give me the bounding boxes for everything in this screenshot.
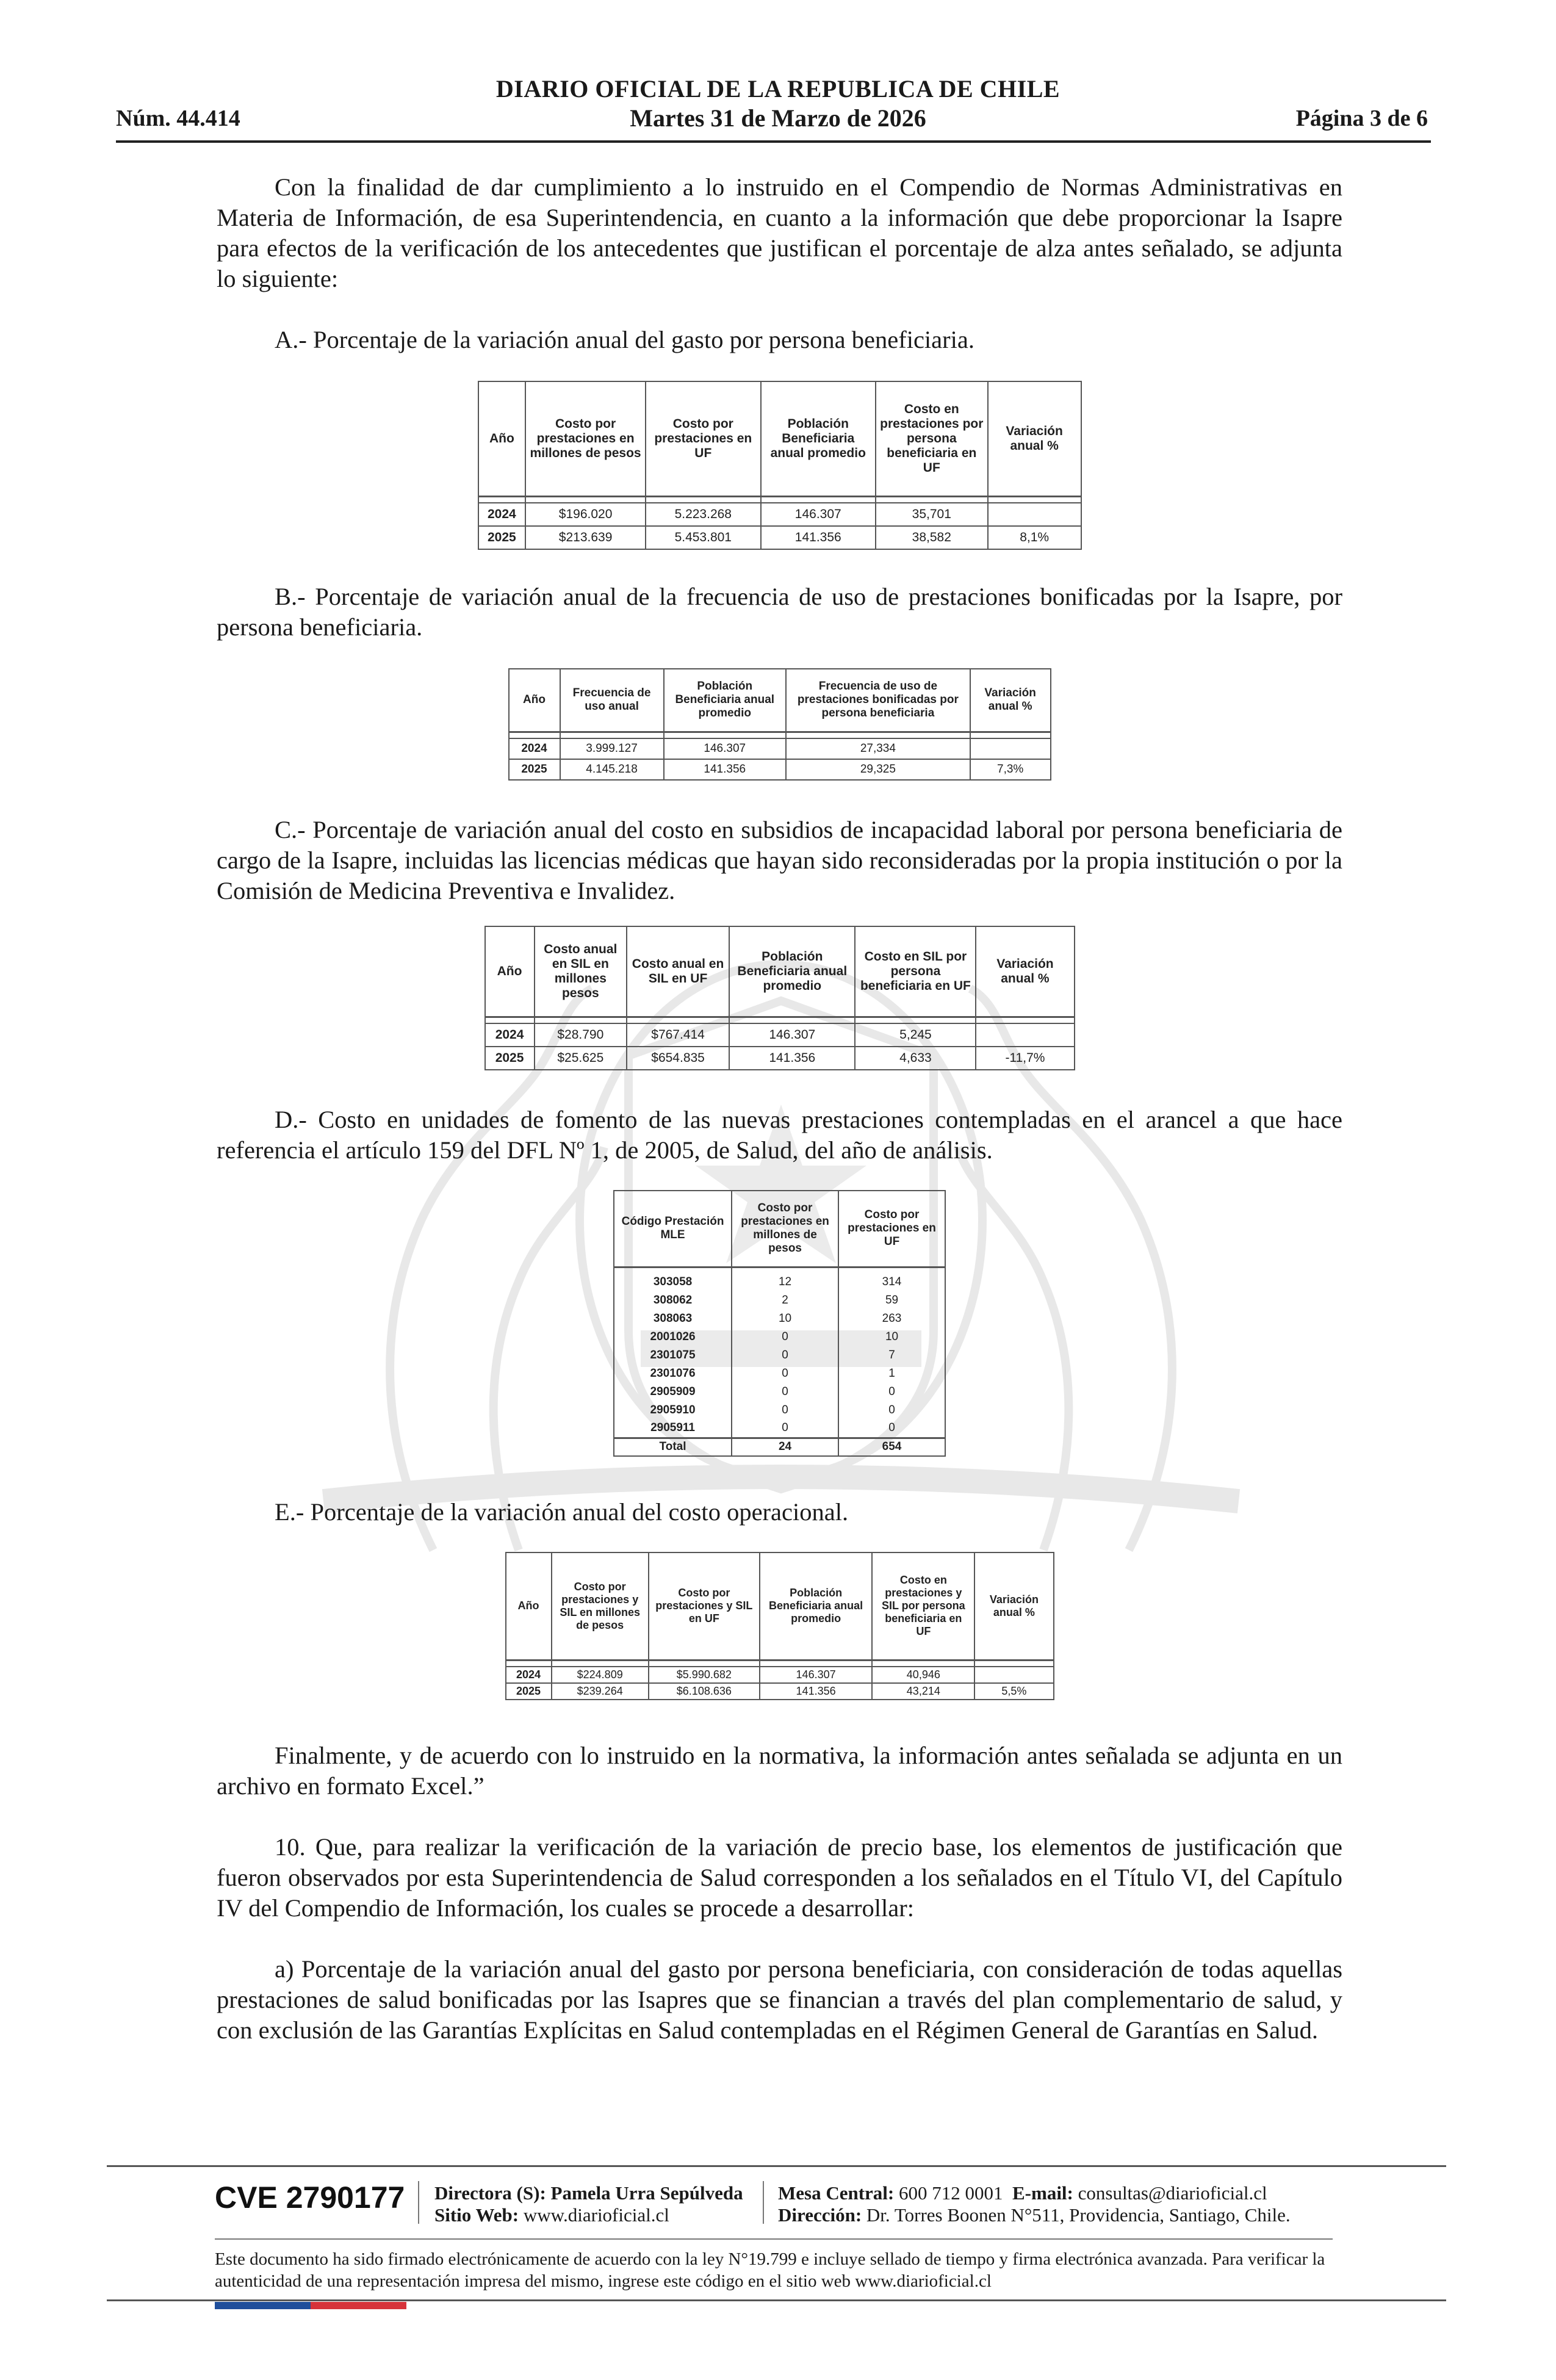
- table-cell: [974, 1667, 1053, 1683]
- col-header: Costo en prestaciones y SIL por persona beneficiaria en UF: [872, 1552, 974, 1660]
- section-c-heading: C.- Porcentaje de variación anual del costo en subsidios de incapacidad laboral por persona beneficiaria de cargo de la Isapre, incluidas las licencias médicas que hayan sido reconsideradas por la propia institución o por la Comisión de Medicina Preventiva e Invalidez.: [217, 816, 1342, 904]
- table-cell: $25.625: [535, 1047, 627, 1070]
- table-nuevas-prestaciones: [613, 1190, 946, 1457]
- table-row: [478, 503, 1081, 526]
- cve-code: CVE 2790177: [215, 2180, 405, 2215]
- table-header-row: [509, 669, 1051, 732]
- email-label: E-mail:: [1012, 2182, 1073, 2204]
- col-header: Costo en prestaciones por persona beneficiaria en UF: [876, 381, 988, 496]
- flag-stripe-blue: [215, 2302, 311, 2309]
- table-cell: 2905910: [614, 1401, 732, 1419]
- table-cell: $213.639: [525, 526, 646, 549]
- table-cell: Total: [614, 1438, 732, 1456]
- table-header-row: [614, 1191, 945, 1268]
- col-header: Costo por prestaciones y SIL en UF: [649, 1552, 760, 1660]
- section-e-heading: E.- Porcentaje de la variación anual del costo operacional.: [275, 1498, 849, 1526]
- table-row: [614, 1310, 945, 1328]
- col-header: Año: [509, 669, 560, 732]
- table-cell: $224.809: [552, 1667, 649, 1683]
- table-cell: 146.307: [761, 503, 876, 526]
- table-row: [506, 1683, 1054, 1700]
- table-cell: 2024: [478, 503, 526, 526]
- header-divider: [116, 140, 1431, 143]
- table-cell: 141.356: [664, 759, 786, 780]
- table-cell: -11,7%: [976, 1047, 1074, 1070]
- table-cell: 303058: [614, 1273, 732, 1291]
- direccion-line: [778, 2204, 1291, 2226]
- table-cell: [976, 1023, 1074, 1047]
- table-cell: $6.108.636: [649, 1683, 760, 1700]
- table-cell: 7,3%: [970, 759, 1051, 780]
- point-10-paragraph: 10. Que, para realizar la verificación de la variación de precio base, los elementos de justificación que fueron observados por esta Superintendencia de Salud corresponden a los señalados en el Título VI, del Capítulo IV del Compendio de Información, los cuales se procede a desarrollar:: [217, 1833, 1342, 1922]
- table-cell: 3.999.127: [560, 738, 664, 759]
- table-costo-operacional: [505, 1552, 1054, 1700]
- col-header: Costo por prestaciones en UF: [838, 1191, 945, 1268]
- table-header-row: [506, 1552, 1054, 1660]
- table-cell: $239.264: [552, 1683, 649, 1700]
- table-row: [614, 1365, 945, 1383]
- intro-paragraph: Con la finalidad de dar cumplimiento a lo instruido en el Compendio de Normas Administrativas en Materia de Información, de esa Superintendencia, en cuanto a la información que debe proporcionar la Isapre para efectos de la verificación de los antecedentes que justifican el porcentaje de alza antes señalado, se adjunta lo siguiente:: [217, 173, 1342, 292]
- table-cell: 40,946: [872, 1667, 974, 1683]
- table-cell: 2025: [478, 526, 526, 549]
- col-header: Costo anual en SIL en millones pesos: [535, 926, 627, 1017]
- table-cell: 1: [838, 1365, 945, 1383]
- issue-date: Martes 31 de Marzo de 2026: [630, 104, 926, 132]
- table-cell: 35,701: [876, 503, 988, 526]
- col-header: Población Beneficiaria anual promedio: [664, 669, 786, 732]
- table-cell: $5.990.682: [649, 1667, 760, 1683]
- table-cell: 2025: [506, 1683, 552, 1700]
- table-cell: 314: [838, 1273, 945, 1291]
- table-cell: 59: [838, 1291, 945, 1310]
- col-header: Variación anual %: [974, 1552, 1053, 1660]
- table-cell: $767.414: [627, 1023, 729, 1047]
- table-cell: 0: [732, 1383, 838, 1401]
- table-cell: 5,5%: [974, 1683, 1053, 1700]
- table-cell: 0: [732, 1365, 838, 1383]
- col-header: Población Beneficiaria anual promedio: [729, 926, 855, 1017]
- table-row: [614, 1419, 945, 1438]
- col-header: Costo por prestaciones en millones de pesos: [732, 1191, 838, 1268]
- table-cell: 7: [838, 1346, 945, 1365]
- table-cell: 0: [838, 1419, 945, 1438]
- table-cell: 5.223.268: [646, 503, 761, 526]
- table-cell: 43,214: [872, 1683, 974, 1700]
- table-total-row: [614, 1438, 945, 1456]
- table-cell: 27,334: [786, 738, 970, 759]
- directora-name: Pamela Urra Sepúlveda: [550, 2182, 743, 2204]
- col-header: Costo en SIL por persona beneficiaria en UF: [855, 926, 976, 1017]
- final-paragraph: Finalmente, y de acuerdo con lo instruido en la normativa, la información antes señalada se adjunta en un archivo en formato Excel.”: [217, 1741, 1342, 1800]
- col-header: Costo por prestaciones en UF: [646, 381, 761, 496]
- col-header: Código Prestación MLE: [614, 1191, 732, 1268]
- table-cell: 10: [732, 1310, 838, 1328]
- direccion-value: Dr. Torres Boonen N°511, Providencia, Santiago, Chile.: [866, 2204, 1291, 2226]
- table-row: [614, 1383, 945, 1401]
- table-row: [478, 526, 1081, 549]
- table-cell: 263: [838, 1310, 945, 1328]
- footer-divider: [215, 2238, 1333, 2240]
- point-a-paragraph: a) Porcentaje de la variación anual del gasto por persona beneficiaria, con consideración de todas aquellas prestaciones de salud bonificadas por las Isapres que se financian a través del plan complementario de salud, y con exclusión de las Garantías Explícitas en Salud contempladas en el Régimen General de Garantías en Salud.: [217, 1955, 1342, 2044]
- table-cell: 5.453.801: [646, 526, 761, 549]
- table-cell: [970, 738, 1051, 759]
- table-cell: 146.307: [729, 1023, 855, 1047]
- table-cell: 141.356: [729, 1047, 855, 1070]
- table-gasto-por-persona: [478, 381, 1082, 550]
- table-cell: 146.307: [664, 738, 786, 759]
- table-cell: 8,1%: [988, 526, 1081, 549]
- table-cell: 0: [732, 1401, 838, 1419]
- page-number: Página 3 de 6: [1295, 106, 1428, 131]
- table-cell: 141.356: [761, 526, 876, 549]
- table-cell: 0: [838, 1383, 945, 1401]
- table-cell: $654.835: [627, 1047, 729, 1070]
- col-header: Variación anual %: [970, 669, 1051, 732]
- table-cell: 0: [838, 1401, 945, 1419]
- sitio-line: [434, 2204, 669, 2226]
- table-cell: 0: [732, 1328, 838, 1346]
- table-cell: 38,582: [876, 526, 988, 549]
- col-header: Variación anual %: [988, 381, 1081, 496]
- col-header: Población Beneficiaria anual promedio: [760, 1552, 872, 1660]
- table-row: [614, 1291, 945, 1310]
- col-header: Año: [506, 1552, 552, 1660]
- col-header: Frecuencia de uso anual: [560, 669, 664, 732]
- col-header: Variación anual %: [976, 926, 1074, 1017]
- table-cell: 5,245: [855, 1023, 976, 1047]
- table-cell: 2025: [485, 1047, 535, 1070]
- col-header: Año: [485, 926, 535, 1017]
- flag-stripe-red: [311, 2302, 406, 2309]
- table-cell: 308062: [614, 1291, 732, 1310]
- table-header-row: [485, 926, 1075, 1017]
- mesa-label: Mesa Central:: [778, 2182, 895, 2204]
- direccion-label: Dirección:: [778, 2204, 862, 2226]
- table-cell: 308063: [614, 1310, 732, 1328]
- table-cell: 2905909: [614, 1383, 732, 1401]
- section-b-heading: B.- Porcentaje de variación anual de la frecuencia de uso de prestaciones bonificadas por la Isapre, por persona beneficiaria.: [217, 582, 1342, 641]
- document-body: [217, 172, 1342, 2046]
- col-header: Costo por prestaciones en millones de pesos: [525, 381, 646, 496]
- email-link[interactable]: consultas@diarioficial.cl: [1078, 2182, 1267, 2204]
- table-header-row: [478, 381, 1081, 496]
- table-cell: 10: [838, 1328, 945, 1346]
- table-cell: 2905911: [614, 1419, 732, 1438]
- col-header: Año: [478, 381, 526, 496]
- table-cell: 2024: [506, 1667, 552, 1683]
- section-a-heading: A.- Porcentaje de la variación anual del gasto por persona beneficiaria.: [275, 326, 974, 353]
- col-header: Frecuencia de uso de prestaciones bonificadas por persona beneficiaria: [786, 669, 970, 732]
- table-cell: 2: [732, 1291, 838, 1310]
- table-cell: 24: [732, 1438, 838, 1456]
- footer-divider: [107, 2165, 1446, 2167]
- table-row: [509, 759, 1051, 780]
- footer-separator: [763, 2181, 764, 2224]
- footer-separator: [418, 2181, 419, 2224]
- table-cell: 146.307: [760, 1667, 872, 1683]
- mesa-phone: 600 712 0001: [899, 2182, 1003, 2204]
- table-row: [506, 1667, 1054, 1683]
- table-frecuencia-uso: [508, 668, 1051, 781]
- table-row: [509, 738, 1051, 759]
- table-cell: $28.790: [535, 1023, 627, 1047]
- table-cell: 2001026: [614, 1328, 732, 1346]
- col-header: Costo por prestaciones y SIL en millones de pesos: [552, 1552, 649, 1660]
- directora-line: [434, 2182, 743, 2204]
- col-header: Población Beneficiaria anual promedio: [761, 381, 876, 496]
- col-header: Costo anual en SIL en UF: [627, 926, 729, 1017]
- footer-divider: [107, 2299, 1446, 2301]
- table-cell: 4,633: [855, 1047, 976, 1070]
- table-cell: 2024: [509, 738, 560, 759]
- newspaper-title: DIARIO OFICIAL DE LA REPUBLICA DE CHILE: [495, 75, 1061, 103]
- table-d-rows: [614, 1273, 945, 1438]
- directora-label: Directora (S):: [434, 2182, 546, 2204]
- table-row: [614, 1328, 945, 1346]
- mesa-line: [778, 2182, 1267, 2204]
- table-row: [614, 1273, 945, 1291]
- section-d-heading: D.- Costo en unidades de fomento de las nuevas prestaciones contempladas en el arancel a que hace referencia el artículo 159 del DFL Nº 1, de 2005, de Salud, del año de análisis.: [217, 1105, 1342, 1164]
- table-cell: 12: [732, 1273, 838, 1291]
- issue-number: Núm. 44.414: [116, 106, 240, 131]
- table-row: [485, 1047, 1075, 1070]
- table-row: [614, 1401, 945, 1419]
- table-cell: 0: [732, 1346, 838, 1365]
- table-cell: 4.145.218: [560, 759, 664, 780]
- sitio-link[interactable]: www.diarioficial.cl: [523, 2204, 669, 2226]
- table-cell: 2301076: [614, 1365, 732, 1383]
- table-row: [614, 1346, 945, 1365]
- table-cell: [988, 503, 1081, 526]
- table-cell: 2025: [509, 759, 560, 780]
- table-costo-sil: [484, 926, 1075, 1070]
- table-cell: 0: [732, 1419, 838, 1438]
- table-cell: 141.356: [760, 1683, 872, 1700]
- table-cell: 2024: [485, 1023, 535, 1047]
- signature-notice: Este documento ha sido firmado electrónicamente de acuerdo con la ley N°19.799 e incluye sellado de tiempo y firma electrónica avanzada. Para verificar la autenticidad de una representación impresa del mismo, ingrese este código en el sitio web www.diarioficial.cl: [215, 2249, 1325, 2291]
- sitio-label: Sitio Web:: [434, 2204, 519, 2226]
- table-cell: 654: [838, 1438, 945, 1456]
- table-cell: $196.020: [525, 503, 646, 526]
- table-row: [485, 1023, 1075, 1047]
- table-cell: 29,325: [786, 759, 970, 780]
- table-cell: 2301075: [614, 1346, 732, 1365]
